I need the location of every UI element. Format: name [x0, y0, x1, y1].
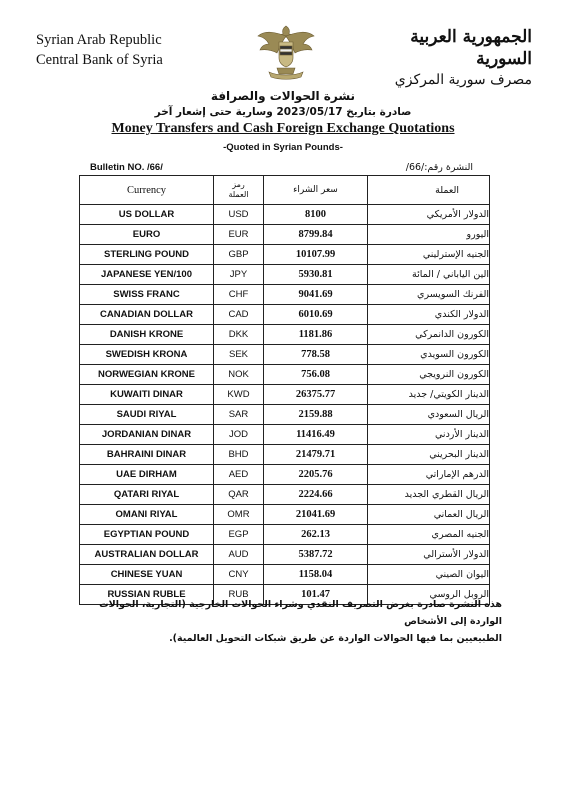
buy-rate: 5930.81 — [264, 265, 368, 285]
currency-name-ar: الدولار الأمريكي — [368, 205, 490, 225]
table-row — [80, 345, 490, 365]
header-code — [214, 176, 264, 205]
currency-name-ar: الكورون الدانمركي — [368, 325, 490, 345]
currency-name-ar: الين الياباني / المائة — [368, 265, 490, 285]
header-currency-ar: العملة — [368, 176, 490, 205]
currency-code: USD — [214, 205, 264, 225]
currency-name-en: SWEDISH KRONA — [80, 345, 214, 365]
buy-rate: 8100 — [264, 205, 368, 225]
currency-name-en: AUSTRALIAN DOLLAR — [80, 545, 214, 565]
english-title: Money Transfers and Cash Foreign Exchange Quotations — [111, 121, 455, 136]
currency-name-en: KUWAITI DINAR — [80, 385, 214, 405]
currency-name-en: SWISS FRANC — [80, 285, 214, 305]
currency-name-ar: اليوان الصيني — [368, 565, 490, 585]
currency-code: QAR — [214, 485, 264, 505]
footer-note — [84, 596, 502, 647]
header-buy-rate: سعر الشراء — [264, 176, 368, 205]
buy-rate: 778.58 — [264, 345, 368, 365]
currency-code: NOK — [214, 365, 264, 385]
currency-name-ar: الدينار الكويتي/ جديد — [368, 385, 490, 405]
table-row — [80, 245, 490, 265]
currency-code: AED — [214, 465, 264, 485]
table-body — [80, 205, 490, 605]
currency-code: AUD — [214, 545, 264, 565]
arabic-title: نشرة الحوالات والصرافة — [210, 89, 356, 103]
currency-name-en: NORWEGIAN KRONE — [80, 365, 214, 385]
table-row — [80, 465, 490, 485]
currency-name-en: SAUDI RIYAL — [80, 405, 214, 425]
currency-code: EGP — [214, 525, 264, 545]
buy-rate: 21041.69 — [264, 505, 368, 525]
table-row — [80, 445, 490, 465]
buy-rate: 5387.72 — [264, 545, 368, 565]
currency-name-en: UAE DIRHAM — [80, 465, 214, 485]
buy-rate: 2224.66 — [264, 485, 368, 505]
currency-name-ar: الدينار الأردني — [368, 425, 490, 445]
currency-name-ar: الجنيه الإسترليني — [368, 245, 490, 265]
currency-name-en: JAPANESE YEN/100 — [80, 265, 214, 285]
table-row — [80, 485, 490, 505]
currency-code: DKK — [214, 325, 264, 345]
buy-rate: 2205.76 — [264, 465, 368, 485]
bulletin-number-en: Bulletin NO. /66/ — [90, 162, 163, 173]
table-row — [80, 365, 490, 385]
buy-rate: 11416.49 — [264, 425, 368, 445]
arabic-subtitle: صادرة بتاريخ 2023/05/17 وسارية حتى إشعار آخر — [154, 106, 412, 118]
buy-rate: 26375.77 — [264, 385, 368, 405]
buy-rate: 9041.69 — [264, 285, 368, 305]
currency-name-ar: الريال السعودي — [368, 405, 490, 425]
table-row — [80, 425, 490, 445]
currency-name-ar: الفرنك السويسري — [368, 285, 490, 305]
header-code-line1: رمز — [232, 180, 245, 189]
buy-rate: 8799.84 — [264, 225, 368, 245]
footer-note-line2: الطبيعيين بما فيها الحوالات الواردة عن طريق شبكات التحويل العالمية). — [169, 633, 502, 644]
currency-code: EUR — [214, 225, 264, 245]
currency-code: JPY — [214, 265, 264, 285]
currency-name-en: OMANI RIYAL — [80, 505, 214, 525]
currency-code: CAD — [214, 305, 264, 325]
header-code-line2: العملة — [228, 190, 249, 199]
buy-rate: 101.47 — [264, 585, 368, 605]
table-row — [80, 225, 490, 245]
buy-rate: 10107.99 — [264, 245, 368, 265]
header-right — [362, 26, 532, 90]
syrian-eagle-emblem-icon — [255, 22, 317, 80]
currency-name-ar: اليورو — [368, 225, 490, 245]
buy-rate: 756.08 — [264, 365, 368, 385]
currency-name-en: STERLING POUND — [80, 245, 214, 265]
table-row — [80, 205, 490, 225]
currency-code: CHF — [214, 285, 264, 305]
table-row — [80, 405, 490, 425]
currency-name-ar: الجنيه المصري — [368, 525, 490, 545]
currency-code: SAR — [214, 405, 264, 425]
exchange-rates-table — [79, 175, 490, 605]
currency-name-ar: الدينار البحريني — [368, 445, 490, 465]
table-row — [80, 565, 490, 585]
buy-rate: 1158.04 — [264, 565, 368, 585]
currency-name-ar: الدولار الأسترالي — [368, 545, 490, 565]
currency-name-en: JORDANIAN DINAR — [80, 425, 214, 445]
currency-name-ar: الدرهم الإماراتي — [368, 465, 490, 485]
currency-name-en: EURO — [80, 225, 214, 245]
currency-name-en: BAHRAINI DINAR — [80, 445, 214, 465]
currency-name-ar: الدولار الكندي — [368, 305, 490, 325]
header-currency: Currency — [80, 176, 214, 205]
currency-code: SEK — [214, 345, 264, 365]
table-row — [80, 385, 490, 405]
table-row — [80, 285, 490, 305]
currency-code: OMR — [214, 505, 264, 525]
currency-name-en: CANADIAN DOLLAR — [80, 305, 214, 325]
bulletin-number-ar: النشرة رقم:/66/ — [405, 162, 473, 173]
table-row — [80, 325, 490, 345]
currency-name-en: RUSSIAN RUBLE — [80, 585, 214, 605]
currency-name-ar: الروبل الروسي — [368, 585, 490, 605]
currency-name-ar: الكورون النرويجي — [368, 365, 490, 385]
buy-rate: 1181.86 — [264, 325, 368, 345]
table-header-row — [80, 176, 490, 205]
table-row — [80, 525, 490, 545]
currency-name-en: US DOLLAR — [80, 205, 214, 225]
bank-name-en: Central Bank of Syria — [36, 52, 163, 68]
currency-name-ar: الكورون السويدي — [368, 345, 490, 365]
english-subtitle: -Quoted in Syrian Pounds- — [223, 142, 343, 153]
currency-code: CNY — [214, 565, 264, 585]
header-left — [36, 30, 236, 70]
buy-rate: 6010.69 — [264, 305, 368, 325]
currency-name-en: DANISH KRONE — [80, 325, 214, 345]
currency-name-en: CHINESE YUAN — [80, 565, 214, 585]
currency-code: KWD — [214, 385, 264, 405]
currency-name-en: EGYPTIAN POUND — [80, 525, 214, 545]
currency-name-ar: الريال القطري الجديد — [368, 485, 490, 505]
country-name-en: Syrian Arab Republic — [36, 32, 162, 48]
buy-rate: 2159.88 — [264, 405, 368, 425]
currency-code: BHD — [214, 445, 264, 465]
bank-name-ar: مصرف سورية المركزي — [394, 72, 532, 88]
table-row — [80, 545, 490, 565]
currency-name-en: QATARI RIYAL — [80, 485, 214, 505]
currency-code: RUB — [214, 585, 264, 605]
footer-note-line1: هذه النشرة صادرة بغرض التصريف النقدي وشراء الحوالات الخارجية (التجارية، الحوالات الواردة إلى الأشخاص — [99, 599, 502, 627]
currency-code: GBP — [214, 245, 264, 265]
table-row — [80, 505, 490, 525]
currency-code: JOD — [214, 425, 264, 445]
table-row — [80, 265, 490, 285]
buy-rate: 21479.71 — [264, 445, 368, 465]
buy-rate: 262.13 — [264, 525, 368, 545]
country-name-ar: الجمهورية العربية السورية — [410, 27, 532, 69]
currency-name-ar: الريال العماني — [368, 505, 490, 525]
table-row — [80, 305, 490, 325]
